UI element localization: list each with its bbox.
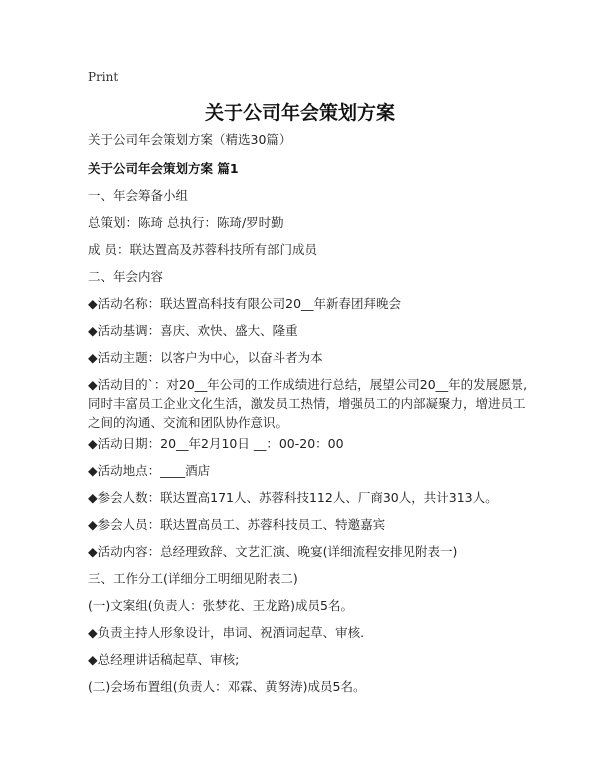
document-title: 关于公司年会策划方案 <box>204 102 395 124</box>
bullet-attendees: ◆参会人员：联达置高员工、苏蓉科技员工、特邀嘉宾 <box>88 517 386 532</box>
heading-prep-group: 一、年会筹备小组 <box>88 188 189 203</box>
bullet-speech-draft: ◆总经理讲话稿起草、审核; <box>88 652 240 667</box>
bullet-event-program: ◆活动内容：总经理致辞、文艺汇演、晚宴(详细流程安排见附表一) <box>88 544 458 559</box>
bullet-attendee-count: ◆参会人数：联达置高171人、苏蓉科技112人、厂商30人，共计313人。 <box>88 490 498 505</box>
section-heading: 关于公司年会策划方案 篇1 <box>88 161 239 176</box>
text-members: 成 员：联达置高及苏蓉科技所有部门成员 <box>88 242 317 257</box>
text-planner: 总策划：陈琦 总执行：陈琦/罗时勤 <box>88 215 284 230</box>
text-copy-team: (一)文案组(负责人：张梦花、王龙路)成员5名。 <box>88 598 353 613</box>
bullet-event-name: ◆活动名称：联达置高科技有限公司20__年新春团拜晚会 <box>88 296 402 311</box>
bullet-event-purpose: ◆活动目的`：对20__年公司的工作成绩进行总结，展望公司20__年的发展愿景,同时丰富员工企业文化生活，激发员工热情，增强员工的内部凝聚力，增进员工之间的沟通、交流和团队协作意识。 <box>88 377 528 430</box>
heading-content: 二、年会内容 <box>88 269 164 284</box>
bullet-event-theme: ◆活动主题：以客户为中心，以奋斗者为本 <box>88 350 323 365</box>
heading-division: 三、工作分工(详细分工明细见附表二) <box>88 571 298 586</box>
bullet-event-venue: ◆活动地点：____酒店 <box>88 463 211 478</box>
bullet-event-date: ◆活动日期：20__年2月10日 __：00-20：00 <box>88 436 344 451</box>
bullet-event-tone: ◆活动基调：喜庆、欢快、盛大、隆重 <box>88 323 298 338</box>
text-venue-team: (二)会场布置组(负责人：邓霖、黄努涛)成员5名。 <box>88 679 366 694</box>
bullet-host-design: ◆负责主持人形象设计，串词、祝酒词起草、审核. <box>88 625 365 640</box>
document-subtitle: 关于公司年会策划方案（精选30篇） <box>88 132 292 147</box>
print-label: Print <box>88 70 119 84</box>
